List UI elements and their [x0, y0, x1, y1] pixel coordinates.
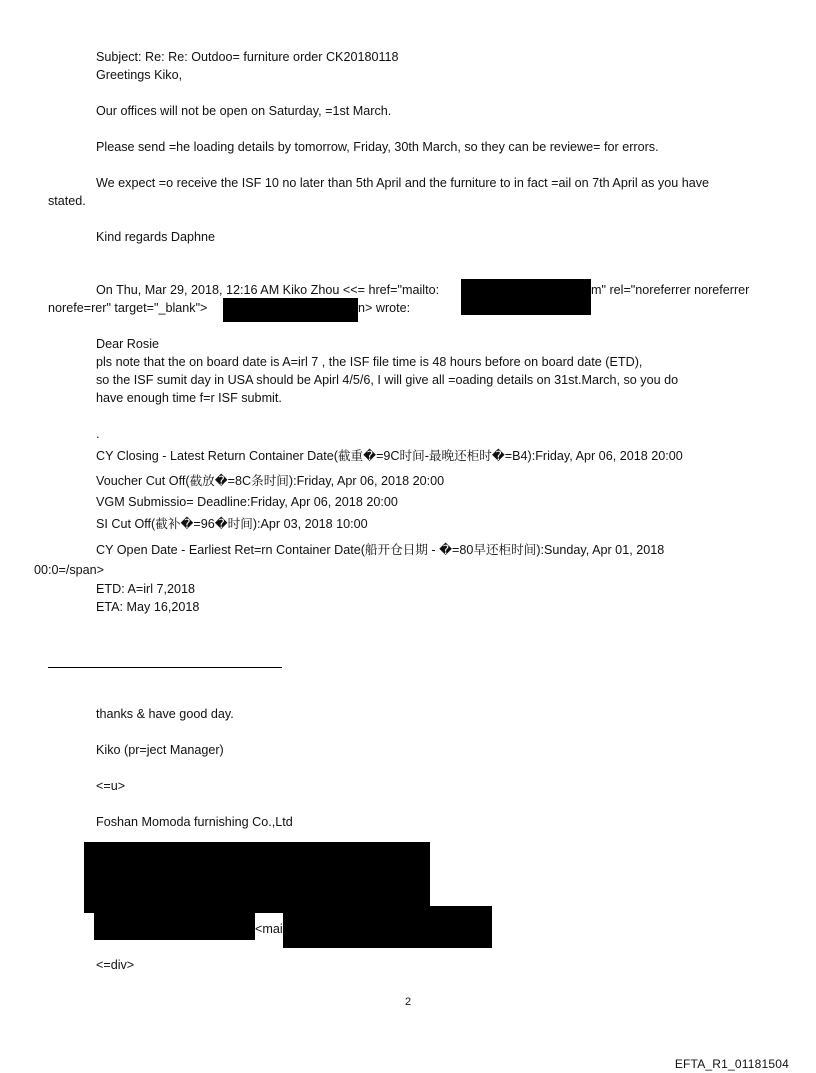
- cy-open-line-a: CY Open Date - Earliest Ret=rn Container Date(船开仓日期 - �=80早还柜时间):Sunday, Apr 01, 2018: [96, 543, 665, 557]
- vgm-deadline-line: VGM Submissio= Deadline:Friday, Apr 06, 2018 20:00: [96, 495, 398, 509]
- email-paragraph-3a: We expect =o receive the ISF 10 no later than 5th April and the furniture to in fact =ail on 7th April as you have: [96, 176, 710, 190]
- email-greeting: Greetings Kiko,: [96, 68, 183, 82]
- quoted-salutation: Dear Rosie: [96, 337, 159, 351]
- mail-fragment: <mai: [255, 922, 283, 936]
- div-tag-text: <=div>: [96, 958, 135, 972]
- redaction-block: [84, 842, 430, 913]
- eta-line: ETA: May 16,2018: [96, 600, 200, 614]
- signature-company: Foshan Momoda furnishing Co.,Ltd: [96, 815, 293, 829]
- quoted-line-3: have enough time f=r ISF submit.: [96, 391, 282, 405]
- voucher-cutoff-line: Voucher Cut Off(截放�=8C条时间):Friday, Apr 06, 2018 20:00: [96, 474, 445, 488]
- redaction-block: [223, 298, 358, 322]
- cy-closing-line: CY Closing - Latest Return Container Date(截重�=9C时间-最晚还柜时�=B4):Friday, Apr 06, 2018 20:00: [96, 449, 683, 463]
- u-tag-text: <=u>: [96, 779, 126, 793]
- email-paragraph-2: Please send =he loading details by tomorrow, Friday, 30th March, so they can be reviewe= for errors.: [96, 140, 659, 154]
- redaction-block: [94, 913, 255, 940]
- cy-open-line-b: 00:0=/span>: [34, 563, 105, 577]
- separator-rule: [48, 667, 282, 668]
- quoted-line-1: pls note that the on board date is A=irl 7 , the ISF file time is 48 hours before on board date (ETD),: [96, 355, 643, 369]
- email-paragraph-3b: stated.: [48, 194, 86, 208]
- page-number: 2: [404, 996, 412, 1008]
- quoted-dot: .: [96, 427, 100, 441]
- bates-number: EFTA_R1_01181504: [674, 1057, 789, 1071]
- quoted-line-2: so the ISF sumit day in USA should be Apirl 4/5/6, I will give all =oading details on 31st.March, so you do: [96, 373, 679, 387]
- signature-thanks: thanks & have good day.: [96, 707, 234, 721]
- quote-header-line2-end: n> wrote:: [358, 301, 411, 315]
- quote-header-line1-end: m" rel="noreferrer noreferrer: [591, 283, 750, 297]
- email-signoff: Kind regards Daphne: [96, 230, 216, 244]
- redaction-block: [283, 906, 492, 948]
- quote-header-line1-start: On Thu, Mar 29, 2018, 12:16 AM Kiko Zhou <<= href="mailto:: [96, 283, 440, 297]
- email-paragraph-1: Our offices will not be open on Saturday, =1st March.: [96, 104, 392, 118]
- email-subject: Subject: Re: Re: Outdoo= furniture order CK20180118: [96, 50, 399, 64]
- etd-line: ETD: A=irl 7,2018: [96, 582, 196, 596]
- si-cutoff-line: SI Cut Off(截补�=96�时间):Apr 03, 2018 10:00: [96, 517, 368, 531]
- signature-name: Kiko (pr=ject Manager): [96, 743, 224, 757]
- quote-header-line2-start: norefe=rer" target="_blank">: [48, 301, 208, 315]
- redaction-block: [461, 279, 591, 315]
